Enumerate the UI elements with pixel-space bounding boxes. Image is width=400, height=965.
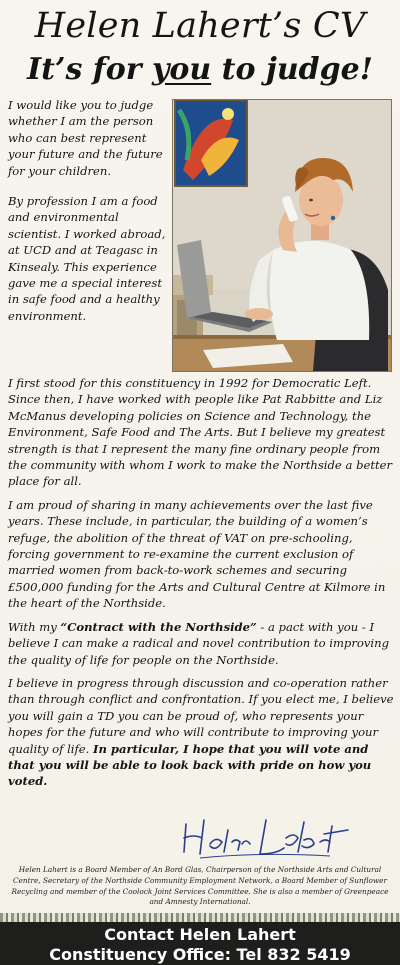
main-text — [8, 375, 394, 797]
intro-column — [8, 97, 168, 338]
candidate-bio: Helen Lahert is a Board Member of An Bord Glas, Chairperson of the Northside Arts and Cultural Centre, Secretary of the Northside Community Employment Network, a Board Member of Sunflower Recycling and member of the Coolock Joint Services Committee. She is also a member of Greenpeace and Amnesty International. — [11, 865, 389, 907]
candidate-photo — [172, 99, 392, 372]
page-subtitle — [0, 52, 400, 88]
body-paragraph-5 — [8, 619, 394, 668]
subtitle-post: to judge! — [211, 52, 373, 87]
wall-painting — [175, 100, 247, 186]
p5-pre: With my — [8, 619, 61, 634]
subtitle-pre: It’s for — [27, 52, 152, 87]
body-paragraph-4: I am proud of sharing in many achievements over the last five years. These include, in particular, the building of a women’s refuge, the abolition of the threat of VAT on pre-schooling, forcing government to re-examine the current exclusion of married women from back-to-work schemes and securing £500,000 funding for the Arts and Cultural Centre at Kilmore in the heart of the Northside. — [8, 497, 386, 611]
contact-heading: Contact Helen Lahert — [104, 925, 296, 944]
candidate-photo-illustration — [173, 100, 391, 371]
subtitle-emphasis: you — [151, 52, 212, 87]
closing-appeal: In particular, I hope that you will vote and that you will be able to look back with pride on how you voted. — [8, 741, 372, 789]
body-paragraph-6 — [8, 675, 394, 790]
intro-paragraph-2: By profession I am a food and environmental scientist. I worked abroad, at UCD and at Teagasc in Kinsealy. This experience gave me a special interest in safe food and a healthy environment. — [8, 194, 166, 323]
p6-pre: I believe in progress through discussion and co-operation rather than through conflict and confrontation. If you elect me, I believe you will gain a TD you can be proud of, who represents your hopes for the future and who will contribute to improving your quality of life. — [8, 675, 394, 756]
intro-paragraph-1: I would like you to judge whether I am the person who can best represent your future and the future for your children. — [8, 98, 163, 178]
p5-post: - a pact with you - I believe I can make a radical and novel contribution to improving the quality of life for people on the Northside. — [8, 619, 390, 667]
constituency-office-phone: Constituency Office: Tel 832 5419 — [49, 945, 351, 964]
contract-title: “Contract with the Northside” — [60, 619, 257, 634]
body-paragraph-3: I first stood for this constituency in 1992 for Democratic Left. Since then, I have worked with people like Pat Rabbitte and Liz McManus developing policies on Science and Technology, the Environment, Safe Food and The Arts. But I believe my greatest strength is that I represent the many fine ordinary people from the community with whom I work to make the Northside a better place for all. — [8, 376, 393, 489]
handwritten-signature — [180, 812, 360, 862]
page-title: Helen Lahert’s CV — [34, 6, 366, 46]
footer-decorative-strip — [0, 913, 400, 922]
